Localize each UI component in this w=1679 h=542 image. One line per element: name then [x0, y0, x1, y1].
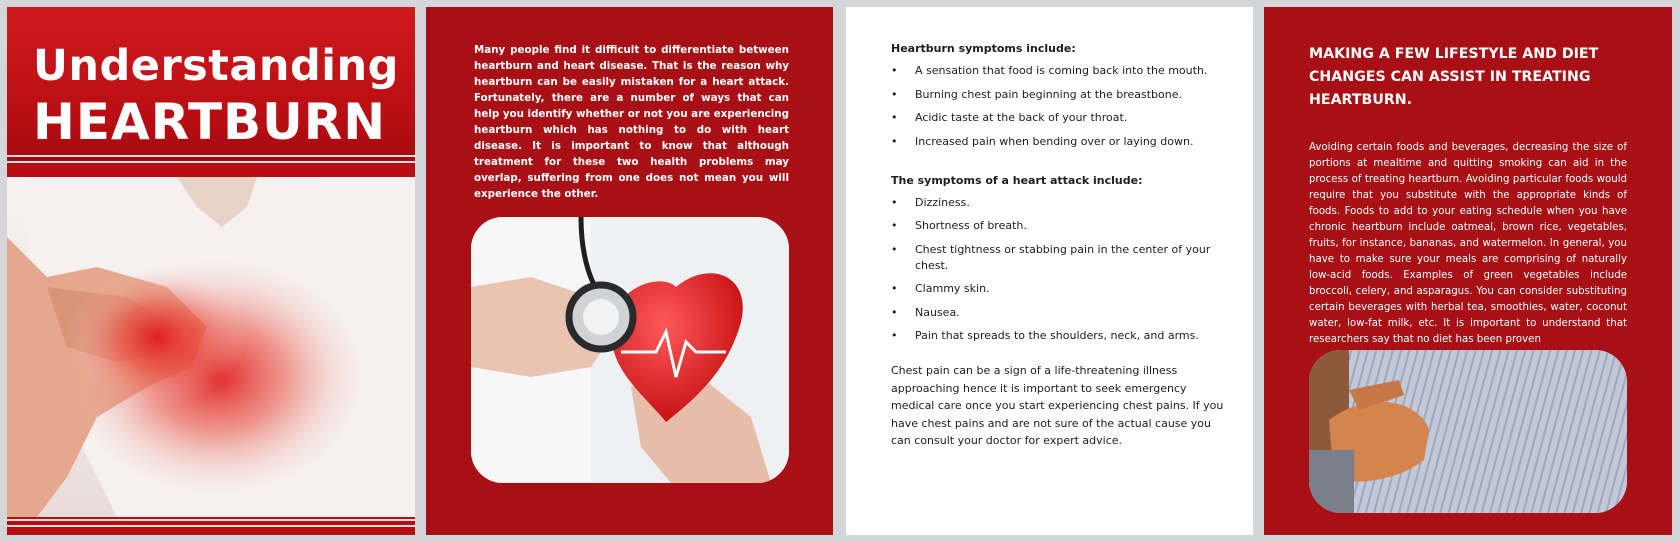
list-item: • Clammy skin.	[891, 282, 990, 295]
cover-stripe	[7, 161, 415, 163]
cover-title-line1: Understanding	[33, 41, 399, 91]
heartburn-symptoms-heading: Heartburn symptoms include:	[891, 42, 1076, 55]
cover-stripe	[7, 525, 415, 527]
lifestyle-paragraph: Avoiding certain foods and beverages, decreasing the size of portions at mealtime and quitting smoking can aid in the process of treating heartburn. Avoiding particular foods would require that you substitute with the appropriate kinds of foods. Foods to add to your eating schedule when you have chronic heartburn include oatmeal, brown rice, vegetables, fruits, for instance, bananas, and watermelon. In general, you have to make sure your meals are comprising of naturally low-acid foods. Examples of green vegetables include broccoli, celery, and asparagus. You can consider substituting certain beverages with herbal tea, smoothies, water, coconut water, low-fat milk, etc. It is important to understand that researchers say that no diet has been proven	[1309, 142, 1627, 345]
cover-stripe	[7, 519, 415, 521]
list-item: • Nausea.	[891, 305, 960, 319]
cover-page	[7, 7, 415, 535]
list-item: • Pain that spreads to the shoulders, neck, and arms.	[891, 329, 1199, 342]
list-item: • Burning chest pain beginning at the breastbone.	[891, 87, 1183, 101]
intro-page	[426, 7, 833, 535]
lifestyle-page	[1264, 7, 1672, 535]
heart-attack-symptoms-heading: The symptoms of a heart attack include:	[891, 173, 1143, 187]
cover-title-line2: HEARTBURN	[33, 93, 387, 151]
cover-photo-chest-pain	[7, 177, 415, 517]
hand-on-chest-photo	[1309, 350, 1627, 513]
symptoms-page	[846, 7, 1253, 535]
stethoscope-heart-photo	[471, 217, 789, 483]
heart-attack-symptoms-list	[891, 195, 1226, 345]
cover-stripe	[7, 155, 415, 157]
intro-paragraph: Many people find it difficult to differentiate between heartburn and heart disease. That is the reason why heartburn can be easily mistaken for a heart attack. Fortunately, there are a number of ways that can help you identify whether or not you are experiencing heartburn which has nothing to do with heart disease. It is important to know that although treatment for these two health problems may overlap, suffering from one does not mean you will experience the other.	[474, 44, 789, 200]
list-item: • Dizziness.	[891, 195, 970, 209]
heartburn-symptoms-list	[891, 63, 1226, 150]
lifestyle-heading: MAKING A FEW LIFESTYLE AND DIET CHANGES CAN ASSIST IN TREATING HEARTBURN.	[1309, 46, 1599, 108]
list-item: • A sensation that food is coming back into the mouth.	[891, 64, 1208, 77]
list-item: • Acidic taste at the back of your throat.	[891, 111, 1128, 124]
list-item: • Shortness of breath.	[891, 219, 1027, 232]
list-item: • Increased pain when bending over or laying down.	[891, 134, 1194, 148]
closing-paragraph: Chest pain can be a sign of a life-threatening illness approaching hence it is important to seek emergency medical care once you start experiencing chest pains. If you have chest pains and are not sure of the actual cause you can consult your doctor for expert advice.	[891, 364, 1224, 447]
list-item: • Chest tightness or stabbing pain in the center of your chest.	[891, 242, 1211, 272]
